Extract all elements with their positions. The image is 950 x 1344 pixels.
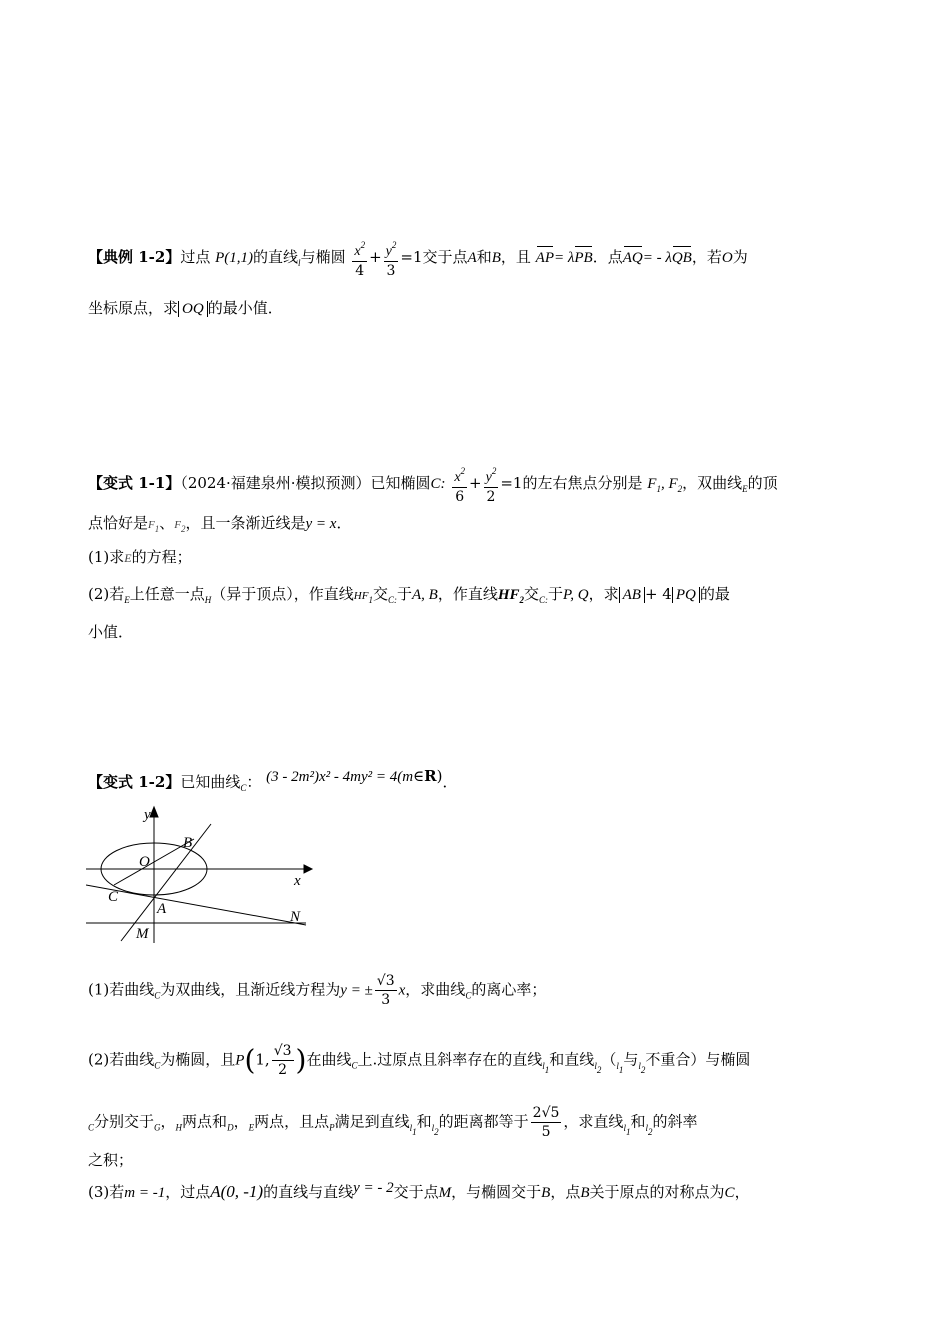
fraction-sqrt3-3: $\frac{√3}{3}$ — [376, 973, 395, 1008]
fraction-2sqrt5-5: $\frac{2√5}{5}$ — [532, 1105, 560, 1140]
foci-F1-F2: $F_1$, $F_2$ — [647, 476, 683, 494]
variant-1-2-q2-cont: $_C$分别交于$_G$，$_H$两点和$_D$，$_E$两点，且点$_P$满足到直线$_{l1}$和$_{l2}$的距离都等于 $\frac{2√5}{5}$ ，求直线$_{l1}$和$_{l2}$的斜率 — [88, 1105, 698, 1140]
fraction-y2-3: $\frac{y^2}{3}$ — [384, 236, 399, 280]
example-1-2-line2: 坐标原点，求 OQ 的最小值． — [88, 299, 283, 317]
line-CN — [86, 885, 306, 925]
conic-diagram — [86, 803, 316, 943]
variant-1-1-q2: (2)若$_E$上任意一点$_H$（异于顶点），作直线$HF_1$交$_{C:}$于A, B，作直线$HF_2$交$_{C:}$于P, Q，求 AB + 4 PQ 的最 — [88, 585, 730, 605]
variant-1-2-line1: 【变式 1-2】已知曲线$_C$： (3 - 2m²)x² - 4my² = 4(m∈R)． — [88, 767, 458, 793]
variant-1-1-line2: 点恰好是$F_1$、$F_2$，且一条渐近线是y = x． — [88, 514, 352, 534]
variant-1-2-q2: (2)若曲线$_C$为椭圆，且P(1, $\frac{√3}{2}$ )在曲线$_C$上.过原点且斜率存在的直线$_{l1}$和直线$_{l2}(_{l1}$与$_{l2}$不重合）与椭圆 — [88, 1043, 751, 1078]
abs-OQ: OQ — [178, 301, 208, 317]
vector-QB: QB — [671, 250, 692, 266]
label-A: A — [157, 901, 167, 917]
abs-AB: AB — [619, 587, 645, 603]
label-N: N — [290, 909, 301, 925]
vector-PB: PB — [574, 250, 593, 266]
variant-1-1-q2-end: 小值． — [88, 623, 134, 641]
example-1-2-line1: 【典例 1-2】过点 P(1,1)的直线$_l$与椭圆 $\frac{x^2}{4}$ + $\frac{y^2}{3}$ =1交于点A和B，且 AP= λPB．点AQ= - λQB，若O为 — [88, 236, 748, 280]
label-C: C — [108, 889, 119, 905]
variant-1-1-q1: (1)求E的方程； — [88, 548, 192, 566]
vector-AP: AP — [535, 250, 554, 266]
variant-1-2-q3: (3)若m = -1，过点A(0, -1)的直线与直线y = - 2交于点M，与椭圆交于B，点B关于原点的对称点为C， — [88, 1180, 750, 1201]
variant-tag: 【变式 1-2】 — [88, 773, 181, 791]
vector-AQ: AQ — [622, 250, 643, 266]
fraction-sqrt3-2: $\frac{√3}{2}$ — [273, 1043, 292, 1078]
label-O: O — [139, 854, 150, 870]
label-y: y — [144, 807, 151, 823]
fraction-x2-6: $\frac{x^2}{6}$ — [452, 462, 467, 506]
label-x: x — [294, 873, 301, 889]
label-B: B — [183, 835, 193, 851]
variant-1-1-line1: 【变式 1-1】（2024·福建泉州·模拟预测）已知椭圆C: $\frac{x^2}{6}$ + $\frac{y^2}{2}$ =1的左右焦点分别是 $F_1$, $F_2$，双曲线$_E$的顶 — [88, 462, 778, 506]
point-P: P(1,1) — [215, 250, 254, 266]
example-tag: 【典例 1-2】 — [88, 248, 181, 266]
variant-1-2-q2-end: 之积； — [88, 1151, 134, 1169]
fraction-x2-4: $\frac{x^2}{4}$ — [352, 236, 367, 280]
variant-1-2-q1: (1)若曲线$_C$为双曲线，且渐近线方程为y = ± $\frac{√3}{3}$ x，求曲线$_C$的离心率； — [88, 973, 547, 1008]
fraction-y2-2: $\frac{y^2}{2}$ — [484, 462, 499, 506]
label-M: M — [136, 926, 149, 942]
curve-equation: (3 - 2m²)x² - 4my² = 4(m∈ — [266, 769, 425, 785]
abs-PQ: PQ — [672, 587, 700, 603]
variant-tag: 【变式 1-1】 — [88, 474, 181, 492]
